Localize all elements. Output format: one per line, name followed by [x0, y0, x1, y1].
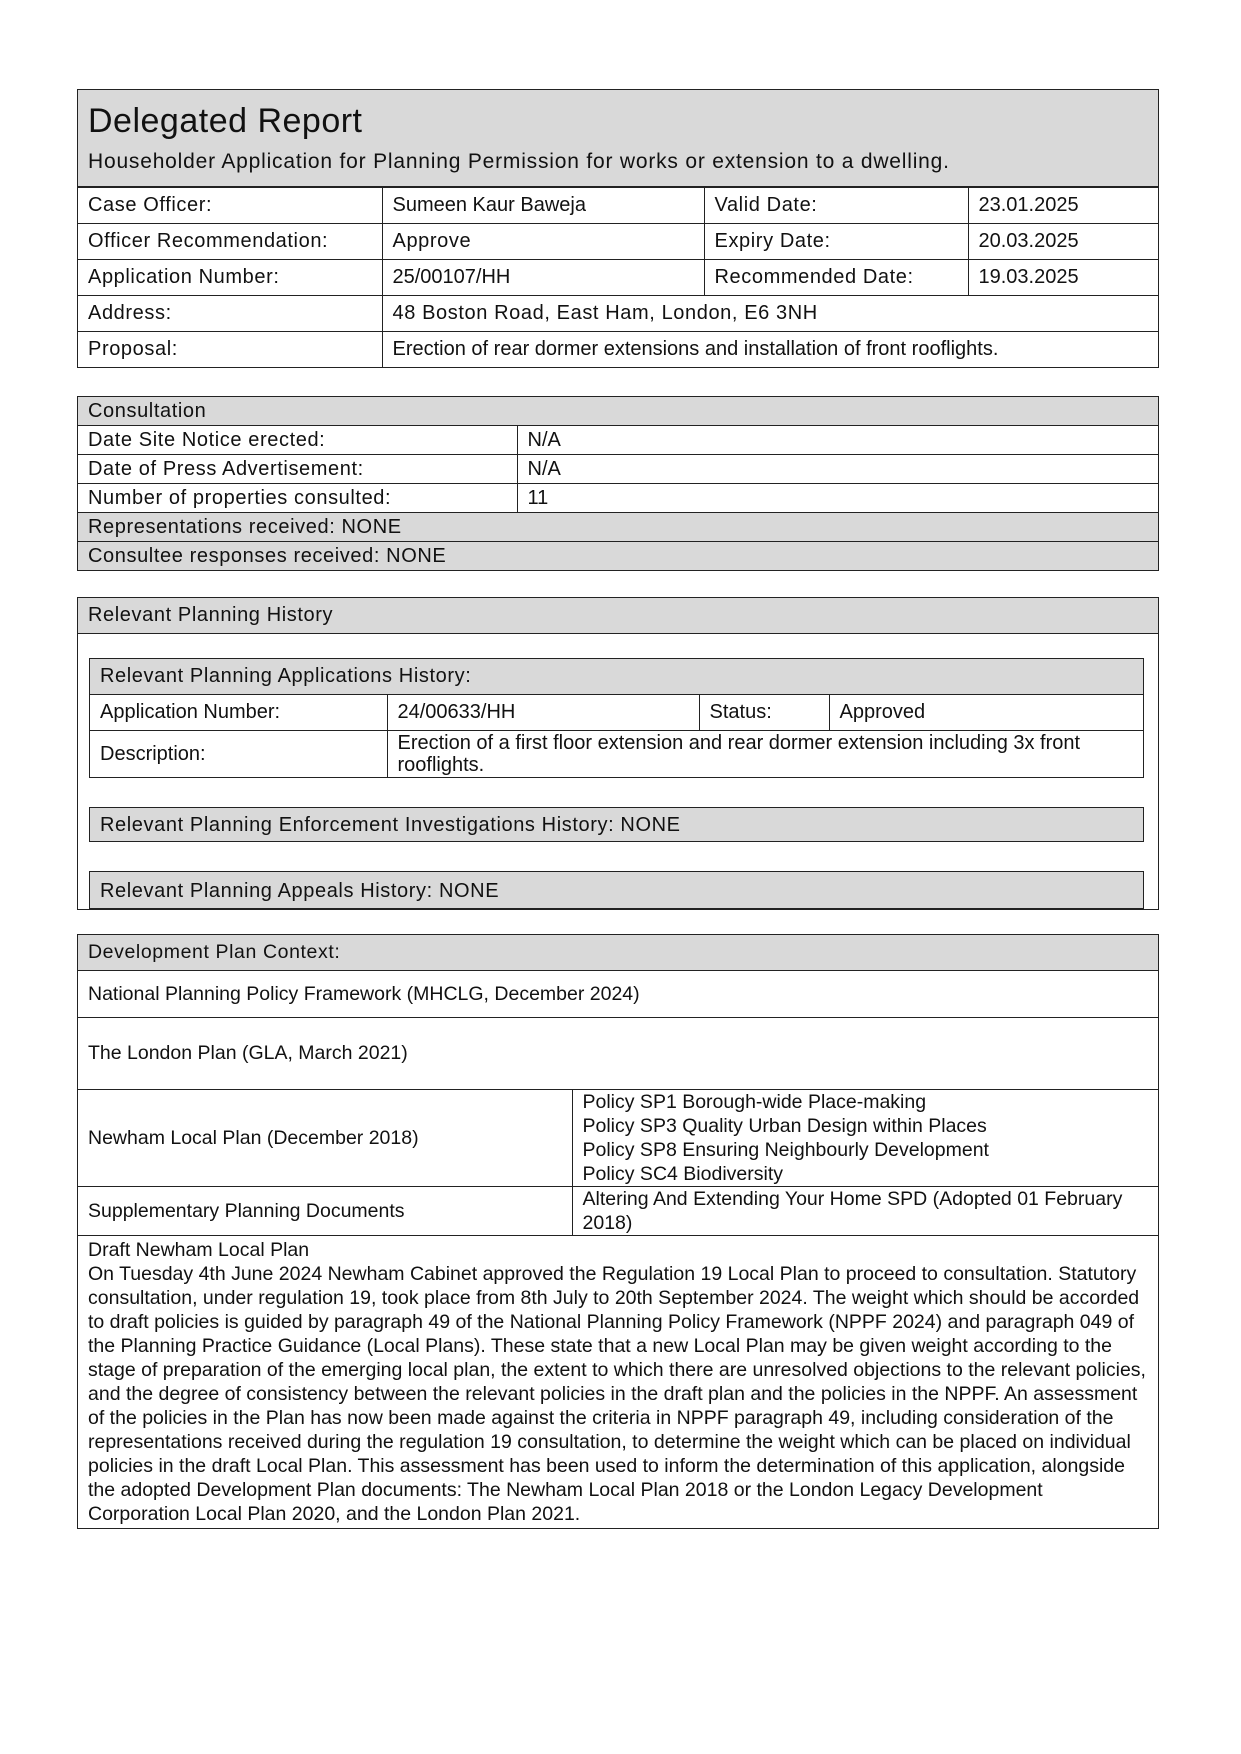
report-subtitle: Householder Application for Planning Permission for works or extension to a dwelling. — [88, 150, 950, 173]
recommended-date-label: Recommended Date: — [704, 260, 968, 296]
draft-local-plan — [78, 1236, 1158, 1529]
expiry-date-value: 20.03.2025 — [968, 224, 1158, 260]
local-plan-label: Newham Local Plan (December 2018) — [78, 1090, 572, 1187]
table-row — [78, 188, 1158, 224]
address-value: 48 Boston Road, East Ham, London, E6 3NH — [382, 296, 1158, 332]
table-row — [78, 1090, 1158, 1187]
applications-history-heading: Relevant Planning Applications History: — [90, 659, 1143, 695]
spd-label: Supplementary Planning Documents — [78, 1187, 572, 1236]
history-status-label: Status: — [699, 695, 829, 731]
consultation-table — [78, 397, 1158, 570]
draft-local-plan-heading: Draft Newham Local Plan — [88, 1239, 310, 1261]
planning-history-heading: Relevant Planning History — [78, 598, 1158, 634]
proposal-label: Proposal: — [78, 332, 382, 368]
properties-consulted-value: 11 — [517, 484, 1158, 513]
table-row — [78, 224, 1158, 260]
spd-value: Altering And Extending Your Home SPD (Adopted 01 February 2018) — [572, 1187, 1158, 1236]
history-app-number-value: 24/00633/HH — [387, 695, 699, 731]
press-advert-value: N/A — [517, 455, 1158, 484]
valid-date-value: 23.01.2025 — [968, 188, 1158, 224]
history-app-number-label: Application Number: — [90, 695, 387, 731]
address-label: Address: — [78, 296, 382, 332]
table-row — [90, 695, 1143, 731]
table-row — [78, 296, 1158, 332]
consultation-section — [77, 396, 1159, 571]
table-row — [78, 484, 1158, 513]
expiry-date-label: Expiry Date: — [704, 224, 968, 260]
table-row — [78, 1236, 1158, 1529]
policy-item: Policy SP1 Borough-wide Place-making — [582, 1091, 927, 1113]
nppf-row: National Planning Policy Framework (MHCLG, December 2024) — [78, 971, 1158, 1018]
recommended-date-value: 19.03.2025 — [968, 260, 1158, 296]
table-row — [78, 935, 1158, 971]
report-header — [77, 89, 1159, 368]
table-row — [78, 426, 1158, 455]
london-plan-row: The London Plan (GLA, March 2021) — [78, 1018, 1158, 1090]
table-row — [78, 1187, 1158, 1236]
properties-consulted-label: Number of properties consulted: — [78, 484, 517, 513]
case-officer-value: Sumeen Kaur Baweja — [382, 188, 704, 224]
policy-item: Policy SC4 Biodiversity — [582, 1163, 783, 1185]
consultee-responses: Consultee responses received: NONE — [78, 542, 1158, 571]
draft-local-plan-text: On Tuesday 4th June 2024 Newham Cabinet approved the Regulation 19 Local Plan to proceed to consultation. Statutory consultation, under regulation 19, took place from 8th July to 20th September 2024. The weight which should be accorded to draft policies is guided by paragraph 49 of the National Planning Policy Framework (NPPF 2024) and paragraph 049 of the Planning Practice Guidance (Local Plans). These state that a new Local Plan may be given weight according to the stage of preparation of the emerging local plan, the extent to which there are unresolved objections to the relevant policies, and the degree of consistency between the relevant policies in the draft plan and the policies in the NPPF. An assessment of the policies in the Plan has now been made against the criteria in NPPF paragraph 49, including consideration of the representations received during the regulation 19 consultation, to determine the weight which can be placed on individual policies in the draft Local Plan. This assessment has been used to inform the determination of this application, alongside the adopted Development Plan documents: The Newham Local Plan 2018 or the London Legacy Development Corporation Local Plan 2020, and the London Plan 2021. — [88, 1263, 1146, 1525]
applications-history-table — [90, 659, 1143, 777]
table-row — [78, 260, 1158, 296]
appeals-history: Relevant Planning Appeals History: NONE — [89, 871, 1144, 909]
consultation-heading: Consultation — [78, 397, 1158, 426]
report-title-bar — [78, 90, 1158, 187]
application-number-label: Application Number: — [78, 260, 382, 296]
table-row — [78, 332, 1158, 368]
valid-date-label: Valid Date: — [704, 188, 968, 224]
history-description-value: Erection of a first floor extension and rear dormer extension including 3x front rooflights. — [387, 731, 1143, 778]
local-plan-policies — [572, 1090, 1158, 1187]
application-number-value: 25/00107/HH — [382, 260, 704, 296]
application-details-table — [78, 187, 1158, 367]
table-row — [78, 1018, 1158, 1090]
table-row — [78, 513, 1158, 542]
development-plan-heading: Development Plan Context: — [78, 935, 1158, 971]
site-notice-label: Date Site Notice erected: — [78, 426, 517, 455]
site-notice-value: N/A — [517, 426, 1158, 455]
development-plan-section — [77, 934, 1159, 1529]
proposal-value: Erection of rear dormer extensions and installation of front rooflights. — [382, 332, 1158, 368]
policy-item: Policy SP3 Quality Urban Design within Places — [582, 1115, 987, 1137]
recommendation-value: Approve — [382, 224, 704, 260]
table-row — [90, 659, 1143, 695]
recommendation-label: Officer Recommendation: — [78, 224, 382, 260]
report-title: Delegated Report — [88, 102, 363, 140]
representations-received: Representations received: NONE — [78, 513, 1158, 542]
press-advert-label: Date of Press Advertisement: — [78, 455, 517, 484]
applications-history-box — [89, 658, 1144, 778]
table-row — [78, 397, 1158, 426]
table-row — [78, 971, 1158, 1018]
table-row — [78, 542, 1158, 571]
history-status-value: Approved — [829, 695, 1143, 731]
policy-item: Policy SP8 Ensuring Neighbourly Development — [582, 1139, 989, 1161]
table-row — [78, 455, 1158, 484]
history-description-label: Description: — [90, 731, 387, 778]
case-officer-label: Case Officer: — [78, 188, 382, 224]
development-plan-table — [78, 935, 1158, 1528]
table-row — [90, 731, 1143, 778]
enforcement-history: Relevant Planning Enforcement Investigations History: NONE — [89, 807, 1144, 842]
planning-history-section — [77, 597, 1159, 910]
